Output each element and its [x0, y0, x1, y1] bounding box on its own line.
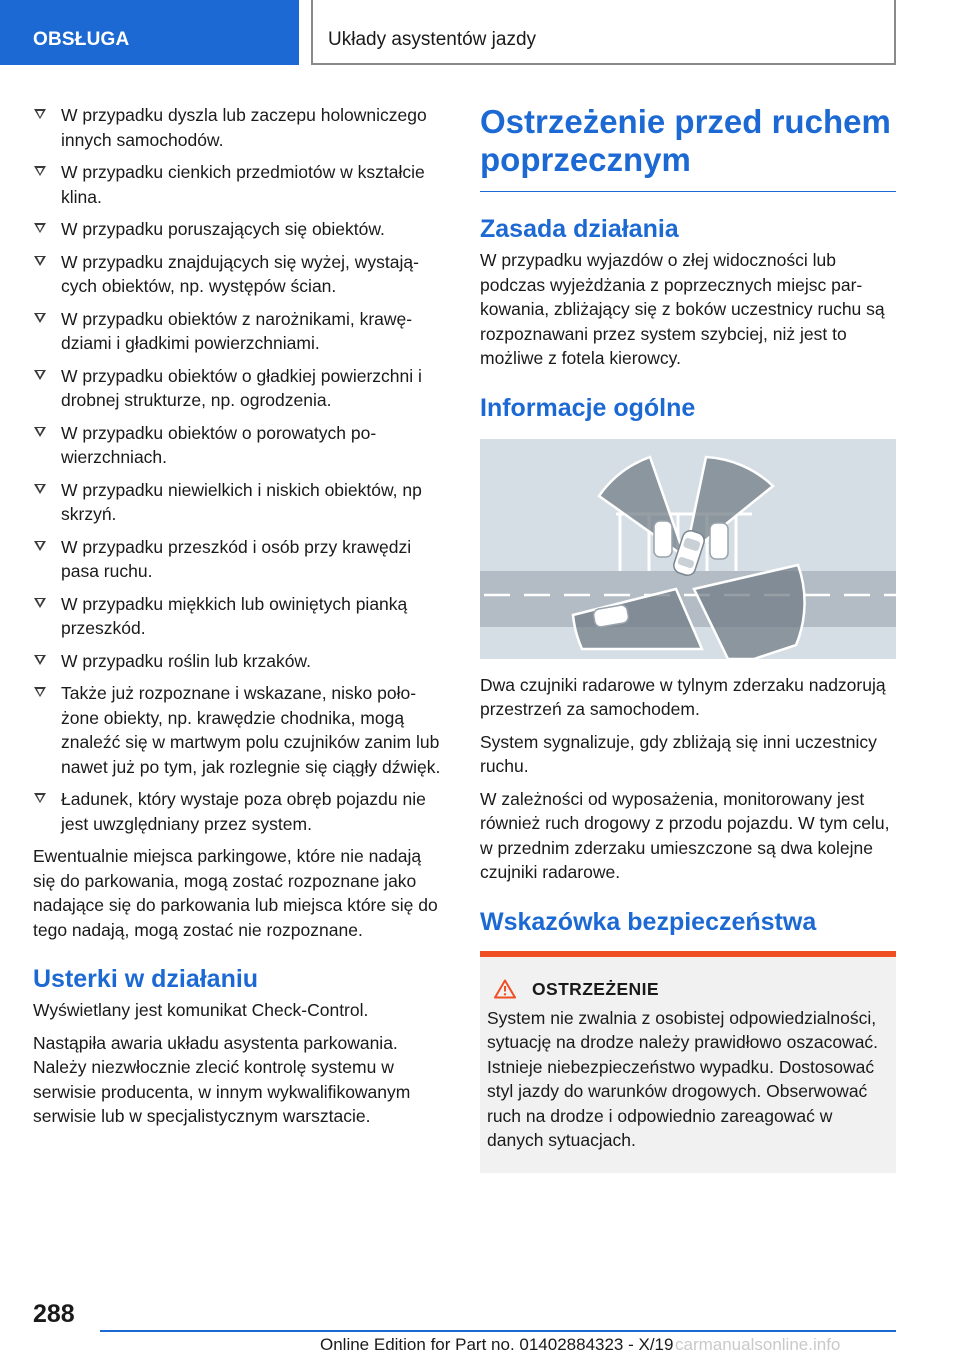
triangle-bullet-icon	[34, 793, 46, 803]
malfunction-text-1: Wyświetlany jest komunikat Check-Control.	[33, 1000, 369, 1020]
warning-text: System nie zwalnia z osobistej odpowiedzialności, sytuację na drodze należy prawidłowo oszacować. Istnieje niebezpieczeństwo wypadku. Dostosować styl jazdy do warunków drogowych. Obserwować ruch na drodze i odpowiednio zareagować w danych sytuacjach.	[487, 1007, 879, 1150]
section-title: Ostrzeżenie przed ruchem poprzecznym	[480, 103, 896, 192]
triangle-bullet-icon	[34, 313, 46, 323]
triangle-bullet-icon	[34, 427, 46, 437]
warning-header	[487, 979, 886, 1000]
warning-title: OSTRZEŻENIE	[532, 978, 659, 999]
section-tab	[0, 0, 299, 65]
list-item: Także już rozpoznane i wskazane, nisko położone obiekty, np. krawędzie chodnika, mogą znaleźć się w martwym polu czujników zanim lub nawet już po tym, jak rozlegnie się ciągły dźwięk.	[33, 681, 448, 779]
footer-divider	[100, 1330, 896, 1332]
malfunction-text-2: Nastąpiła awaria układu asystenta parkowania. Należy niezwłocznie zlecić kontrolę systemu w serwisie producenta, w innym wykwalifikowanym serwisie lub w specjalistycznym warsztacie.	[33, 1032, 411, 1126]
list-item: W przypadku cienkich przedmiotów w kształcie klina.	[33, 160, 448, 209]
warning-triangle-icon	[494, 979, 516, 999]
chapter-header	[311, 0, 896, 65]
list-item: W przypadku miękkich lub owiniętych pianką przeszkód.	[33, 592, 448, 641]
cross-traffic-illustration	[480, 439, 896, 659]
list-item: W przypadku roślin lub krzaków.	[33, 649, 448, 674]
general-text-1: Dwa czujniki radarowe w tylnym zderzaku nadzorują przestrzeń za samochodem.	[480, 674, 886, 719]
triangle-bullet-icon	[34, 370, 46, 380]
list-item: Ładunek, który wystaje poza obręb pojazdu nie jest uwzględniany przez system.	[33, 787, 448, 836]
triangle-bullet-icon	[34, 598, 46, 608]
general-text-2: System sygnalizuje, gdy zbliżają się inni uczestnicy ruchu.	[480, 731, 877, 776]
warning-box	[480, 951, 896, 1173]
page-number: 288	[33, 1300, 75, 1328]
list-item: W przypadku obiektów o porowatych powierzchniach.	[33, 421, 448, 470]
parking-note: Ewentualnie miejsca parkingowe, które nie nadają się do parkowania, mogą zostać rozpoznane jako nadające się do parkowania lub miejsca które się do tego nadają, mogą zostać nie rozpoznane.	[33, 846, 438, 940]
section-label: OBSŁUGA	[33, 29, 130, 50]
left-column	[33, 103, 448, 1137]
chapter-title: Układy asystentów jazdy	[328, 29, 537, 50]
list-item: W przypadku dyszla lub zaczepu holowniczego innych samochodów.	[33, 103, 448, 152]
list-item: W przypadku znajdujących się wyżej, wystających obiektów, np. występów ścian.	[33, 250, 448, 299]
triangle-bullet-icon	[34, 256, 46, 266]
radar-coverage-diagram	[480, 439, 896, 659]
principle-text: W przypadku wyjazdów o złej widoczności lub podczas wyjeżdżania z poprzecznych miejsc parkowania, zbliżający się z boków uczestnicy ruchu są rozpoznawani przez system szybciej, niż jest to możliwe z fotela kierowcy.	[480, 250, 885, 368]
principle-heading: Zasada działania	[480, 215, 679, 243]
triangle-bullet-icon	[34, 541, 46, 551]
triangle-bullet-icon	[34, 655, 46, 665]
triangle-bullet-icon	[34, 223, 46, 233]
list-item: W przypadku niewielkich i niskich obiektów, np skrzyń.	[33, 478, 448, 527]
triangle-bullet-icon	[34, 109, 46, 119]
list-item: W przypadku obiektów z narożnikami, krawędziami i gładkimi powierzchniami.	[33, 307, 448, 356]
right-column	[480, 103, 896, 1173]
general-heading: Informacje ogólne	[480, 393, 696, 422]
list-item: W przypadku poruszających się obiektów.	[33, 217, 448, 242]
list-item: W przypadku przeszkód i osób przy krawędzi pasa ruchu.	[33, 535, 448, 584]
triangle-bullet-icon	[34, 484, 46, 494]
triangle-bullet-icon	[34, 166, 46, 176]
limitations-list	[33, 103, 448, 836]
list-item: W przypadku obiektów o gładkiej powierzchni i drobnej strukturze, np. ogrodzenia.	[33, 364, 448, 413]
malfunction-heading: Usterki w działaniu	[33, 965, 259, 993]
triangle-bullet-icon	[34, 687, 46, 697]
general-text-3: W zależności od wyposażenia, monitorowany jest również ruch drogowy z przodu pojazdu. W tym celu, w przednim zderzaku umieszczone są dwa kolejne czujniki radarowe.	[480, 788, 890, 882]
watermark: carmanualsonline.info	[675, 1335, 841, 1354]
edition-info: Online Edition for Part no. 01402884323 - X/19	[320, 1335, 674, 1354]
safety-heading: Wskazówka bezpieczeństwa	[480, 907, 817, 936]
